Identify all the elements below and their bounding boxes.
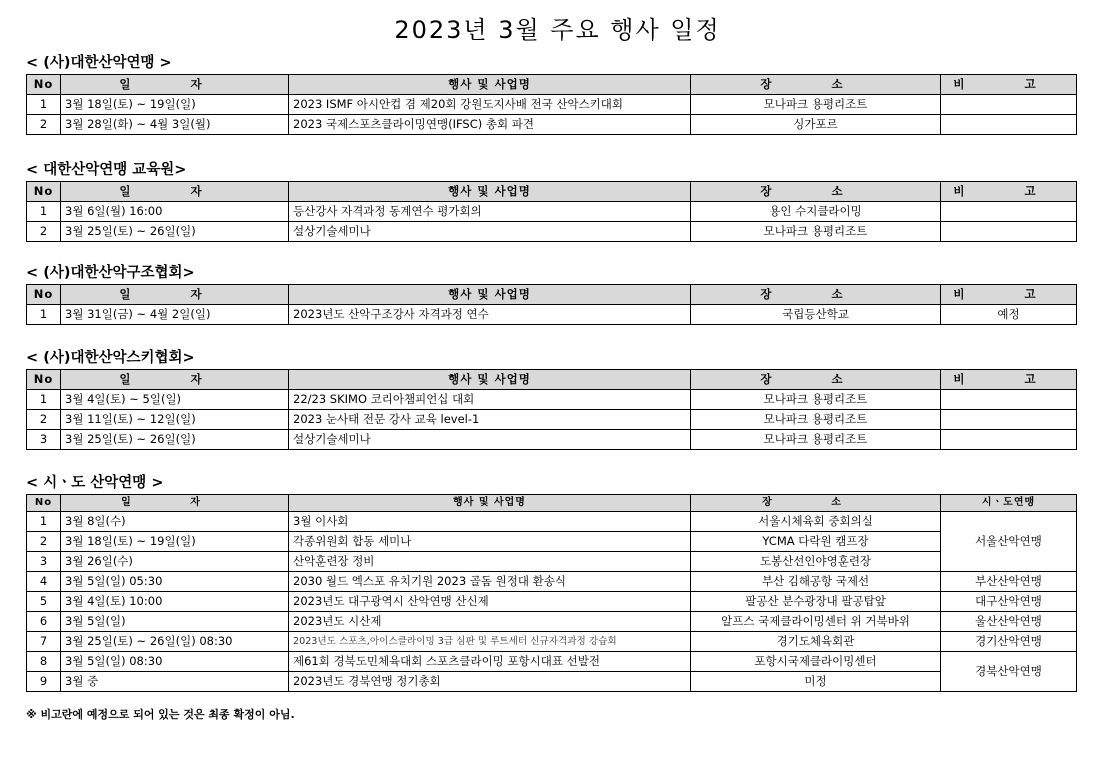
- row-date: 3월 5일(일): [61, 612, 289, 632]
- row-event: 2023년도 경북연맹 정기총회: [289, 672, 691, 692]
- row-note: 예정: [941, 305, 1077, 325]
- row-date: 3월 25일(토) ~ 26일(일): [61, 430, 289, 450]
- header-place: 장 소: [691, 495, 941, 512]
- row-event: 2023 국제스포츠클라이밍연맹(IFSC) 총회 파견: [289, 115, 691, 135]
- row-place: 모나파크 용평리조트: [691, 95, 941, 115]
- table-row: [27, 305, 1077, 325]
- row-date: 3월 중: [61, 672, 289, 692]
- table-row: [27, 390, 1077, 410]
- row-date: 3월 5일(일) 08:30: [61, 652, 289, 672]
- row-place: 모나파크 용평리조트: [691, 410, 941, 430]
- section-ski: [26, 347, 1076, 450]
- row-note: [941, 390, 1077, 410]
- row-no: 2: [27, 222, 61, 242]
- row-event: 설상기술세미나: [289, 430, 691, 450]
- table-row: [27, 652, 1077, 672]
- table-row: [27, 430, 1077, 450]
- header-place: 장 소: [691, 370, 941, 390]
- row-place: 미정: [691, 672, 941, 692]
- footnote: ※ 비고란에 예정으로 되어 있는 것은 최종 확정이 아님.: [26, 708, 295, 721]
- row-event: 22/23 SKIMO 코리아챔피언십 대회: [289, 390, 691, 410]
- section-title: < (사)대한산악스키협회>: [26, 350, 195, 366]
- row-org: 서울산악연맹: [941, 512, 1077, 572]
- row-no: 2: [27, 532, 61, 552]
- table-row: [27, 612, 1077, 632]
- header-place: 장 소: [691, 285, 941, 305]
- row-place: 싱가포르: [691, 115, 941, 135]
- table-header: [27, 75, 1077, 95]
- row-org: 울산산악연맹: [941, 612, 1077, 632]
- row-place: 경기도체육회관: [691, 632, 941, 652]
- table-header: [27, 285, 1077, 305]
- row-no: 9: [27, 672, 61, 692]
- section-title: < (사)대한산악연맹 >: [26, 55, 172, 71]
- page-title: 2023년 3월 주요 행사 일정: [394, 16, 721, 44]
- table-header: [27, 495, 1077, 512]
- row-place: 용인 수지클라이밍: [691, 202, 941, 222]
- schedule-table: [26, 369, 1077, 450]
- row-place: 팔공산 분수광장내 팔공탑앞: [691, 592, 941, 612]
- row-date: 3월 31일(금) ~ 4월 2일(일): [61, 305, 289, 325]
- row-org: 경기산악연맹: [941, 632, 1077, 652]
- table-row: [27, 512, 1077, 532]
- row-date: 3월 6일(월) 16:00: [61, 202, 289, 222]
- header-org: 시ㆍ도연맹: [941, 495, 1077, 512]
- section-title: < (사)대한산악구조협회>: [26, 265, 195, 281]
- row-place: 모나파크 용평리조트: [691, 222, 941, 242]
- row-no: 4: [27, 572, 61, 592]
- row-date: 3월 28일(화) ~ 4월 3일(월): [61, 115, 289, 135]
- table-row: [27, 552, 1077, 572]
- header-place: 장 소: [691, 182, 941, 202]
- table-row: [27, 95, 1077, 115]
- row-no: 3: [27, 430, 61, 450]
- row-place: 알프스 국제클라이밍센터 위 거북바위: [691, 612, 941, 632]
- table-row: [27, 222, 1077, 242]
- row-no: 1: [27, 512, 61, 532]
- header-no: No: [27, 182, 61, 202]
- header-note: 비 고: [941, 285, 1077, 305]
- header-event: 행사 및 사업명: [289, 285, 691, 305]
- row-date: 3월 11일(토) ~ 12일(일): [61, 410, 289, 430]
- row-date: 3월 18일(토) ~ 19일(일): [61, 532, 289, 552]
- row-note: [941, 430, 1077, 450]
- row-event: 2030 월드 엑스포 유치기원 2023 골돔 원정대 환송식: [289, 572, 691, 592]
- row-no: 1: [27, 390, 61, 410]
- header-date: 일 자: [61, 495, 289, 512]
- row-note: [941, 222, 1077, 242]
- row-org: 대구산악연맹: [941, 592, 1077, 612]
- row-no: 5: [27, 592, 61, 612]
- row-note: [941, 95, 1077, 115]
- section-rescue: [26, 262, 1076, 325]
- row-event: 2023년도 대구광역시 산악연맹 산신제: [289, 592, 691, 612]
- row-no: 1: [27, 95, 61, 115]
- row-no: 6: [27, 612, 61, 632]
- row-place: YCMA 다락원 캠프장: [691, 532, 941, 552]
- row-date: 3월 26일(수): [61, 552, 289, 572]
- row-event: 제61회 경북도민체육대회 스포츠클라이밍 포항시대표 선발전: [289, 652, 691, 672]
- table-row: [27, 202, 1077, 222]
- header-event: 행사 및 사업명: [289, 495, 691, 512]
- row-date: 3월 4일(토) ~ 5일(일): [61, 390, 289, 410]
- table-header: [27, 370, 1077, 390]
- section-title: < 대한산악연맹 교육원>: [26, 162, 187, 178]
- schedule-table: [26, 494, 1077, 692]
- header-date: 일 자: [61, 75, 289, 95]
- row-place: 국립등산학교: [691, 305, 941, 325]
- row-no: 2: [27, 410, 61, 430]
- section-regional: [26, 472, 1076, 692]
- row-date: 3월 4일(토) 10:00: [61, 592, 289, 612]
- header-event: 행사 및 사업명: [289, 75, 691, 95]
- row-event: 3월 이사회: [289, 512, 691, 532]
- header-date: 일 자: [61, 182, 289, 202]
- section-title: < 시ㆍ도 산악연맹 >: [26, 475, 164, 491]
- schedule-table: [26, 284, 1077, 325]
- row-no: 2: [27, 115, 61, 135]
- section-kaf: [26, 52, 1076, 135]
- row-note: [941, 115, 1077, 135]
- row-no: 3: [27, 552, 61, 572]
- row-note: [941, 202, 1077, 222]
- row-place: 포항시국제클라이밍센터: [691, 652, 941, 672]
- table-row: [27, 672, 1077, 692]
- table-row: [27, 632, 1077, 652]
- table-row: [27, 592, 1077, 612]
- header-place: 장 소: [691, 75, 941, 95]
- row-event: 설상기술세미나: [289, 222, 691, 242]
- row-date: 3월 25일(토) ~ 26일(일) 08:30: [61, 632, 289, 652]
- header-event: 행사 및 사업명: [289, 370, 691, 390]
- header-no: No: [27, 285, 61, 305]
- row-date: 3월 5일(일) 05:30: [61, 572, 289, 592]
- table-row: [27, 410, 1077, 430]
- row-no: 1: [27, 202, 61, 222]
- row-event: 각종위원회 합동 세미나: [289, 532, 691, 552]
- row-place: 모나파크 용평리조트: [691, 390, 941, 410]
- schedule-table: [26, 74, 1077, 135]
- table-row: [27, 572, 1077, 592]
- table-header: [27, 182, 1077, 202]
- row-date: 3월 25일(토) ~ 26일(일): [61, 222, 289, 242]
- table-row: [27, 532, 1077, 552]
- header-note: 비 고: [941, 75, 1077, 95]
- row-event: 등산강사 자격과정 동계연수 평가회의: [289, 202, 691, 222]
- section-education: [26, 159, 1076, 242]
- row-date: 3월 18일(토) ~ 19일(일): [61, 95, 289, 115]
- row-no: 7: [27, 632, 61, 652]
- row-event: 산악훈련장 정비: [289, 552, 691, 572]
- row-event: 2023 ISMF 아시안컵 겸 제20회 강원도지사배 전국 산악스키대회: [289, 95, 691, 115]
- row-event: 2023년도 산악구조강사 자격과정 연수: [289, 305, 691, 325]
- row-org: 부산산악연맹: [941, 572, 1077, 592]
- table-row: [27, 115, 1077, 135]
- row-place: 서울시체육회 중회의실: [691, 512, 941, 532]
- header-date: 일 자: [61, 370, 289, 390]
- header-date: 일 자: [61, 285, 289, 305]
- row-event: 2023년도 시산제: [289, 612, 691, 632]
- header-no: No: [27, 75, 61, 95]
- row-date: 3월 8일(수): [61, 512, 289, 532]
- row-note: [941, 410, 1077, 430]
- row-place: 부산 김해공항 국제선: [691, 572, 941, 592]
- header-note: 비 고: [941, 182, 1077, 202]
- row-place: 도봉산선인야영훈련장: [691, 552, 941, 572]
- header-no: No: [27, 370, 61, 390]
- header-no: No: [27, 495, 61, 512]
- header-event: 행사 및 사업명: [289, 182, 691, 202]
- row-place: 모나파크 용평리조트: [691, 430, 941, 450]
- row-no: 8: [27, 652, 61, 672]
- row-org: 경북산악연맹: [941, 652, 1077, 692]
- schedule-table: [26, 181, 1077, 242]
- row-event: 2023년도 스포츠,아이스클라이밍 3급 심판 및 루트세터 신규자격과정 강습회: [289, 632, 691, 652]
- row-event: 2023 눈사태 전문 강사 교육 level-1: [289, 410, 691, 430]
- row-no: 1: [27, 305, 61, 325]
- header-note: 비 고: [941, 370, 1077, 390]
